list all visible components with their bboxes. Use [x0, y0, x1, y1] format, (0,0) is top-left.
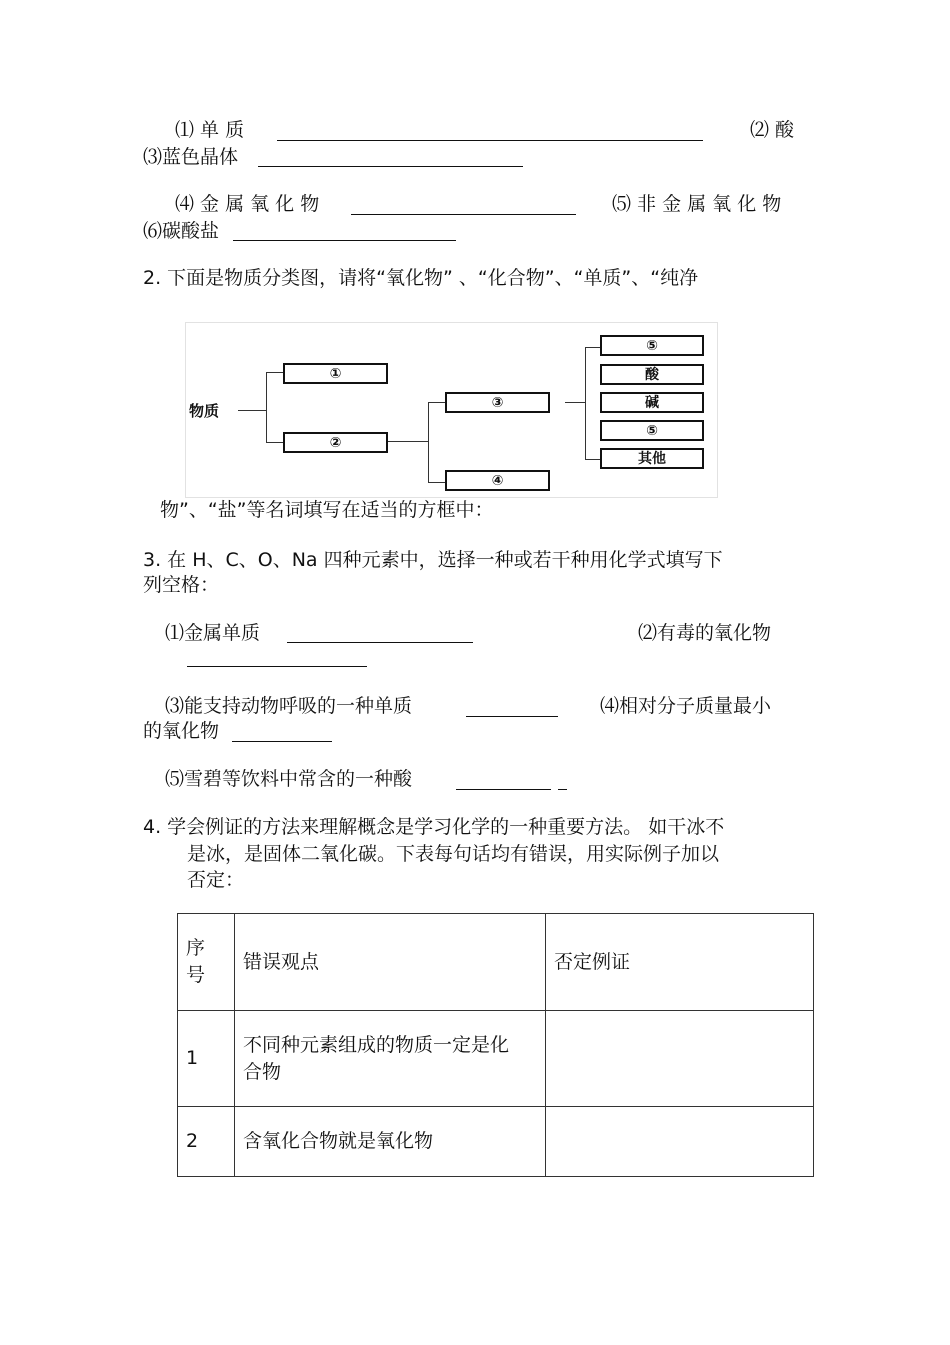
table-header-row	[178, 914, 814, 1011]
connector	[388, 441, 428, 442]
q1-item-2: ⑵ 酸	[750, 119, 795, 141]
row-example-cell[interactable]	[546, 1107, 814, 1177]
diagram-box-2[interactable]: ②	[283, 432, 388, 453]
q3-blank-3[interactable]	[466, 716, 558, 717]
q3-blank-1[interactable]	[287, 642, 473, 643]
q4-line-2: 是冰，是固体二氧化碳。下表每句话均有错误，用实际例子加以	[187, 843, 720, 865]
connector	[428, 482, 445, 483]
connector	[428, 402, 429, 482]
diagram-box-3[interactable]: ③	[445, 392, 550, 413]
refutation-table	[177, 913, 814, 1177]
header-no: 序号	[178, 914, 235, 1011]
q1-item-4: ⑷ 金 属 氧 化 物	[175, 193, 320, 215]
q1-item-3: ⑶蓝色晶体	[143, 146, 239, 168]
connector	[266, 372, 267, 442]
q2-line-2: 物”、“盐”等名词填写在适当的方框中：	[160, 499, 494, 521]
row-no: 1	[178, 1011, 235, 1107]
q1-item-6: ⑹碳酸盐	[143, 220, 220, 242]
connector	[428, 402, 445, 403]
table-row	[178, 1011, 814, 1107]
row-view: 不同种元素组成的物质一定是化合物	[235, 1011, 546, 1107]
diagram-box-other: 其他	[600, 448, 704, 469]
q3-item-5: ⑸雪碧等饮料中常含的一种酸	[165, 768, 413, 790]
diagram-box-acid: 酸	[600, 364, 704, 385]
q1-item-1: ⑴ 单 质	[175, 119, 245, 141]
diagram-box-5a[interactable]: ⑤	[600, 335, 704, 356]
connector	[266, 372, 283, 373]
connector	[585, 347, 600, 348]
q3-item-3: ⑶能支持动物呼吸的一种单质	[165, 695, 413, 717]
q3-item-1: ⑴金属单质	[165, 622, 261, 644]
q1-blank-1[interactable]	[277, 140, 703, 141]
header-example: 否定例证	[546, 914, 814, 1011]
table-row	[178, 1107, 814, 1177]
diagram-box-5b[interactable]: ⑤	[600, 420, 704, 441]
connector	[585, 347, 586, 459]
q3-blank-5-tail	[558, 789, 567, 790]
connector	[585, 459, 600, 460]
q1-blank-4[interactable]	[351, 214, 576, 215]
row-example-cell[interactable]	[546, 1011, 814, 1107]
diagram-root-label: 物质	[189, 402, 220, 420]
q4-line-1: 4. 学会例证的方法来理解概念是学习化学的一种重要方法。 如干冰不	[143, 816, 725, 838]
q3-blank-5[interactable]	[456, 789, 551, 790]
header-view: 错误观点	[235, 914, 546, 1011]
connector	[266, 442, 283, 443]
diagram-box-1[interactable]: ①	[283, 363, 388, 384]
connector	[238, 410, 266, 411]
q3-blank-2[interactable]	[187, 666, 367, 667]
diagram-box-4[interactable]: ④	[445, 470, 550, 491]
connector	[565, 402, 585, 403]
q3-blank-4[interactable]	[232, 741, 332, 742]
row-no: 2	[178, 1107, 235, 1177]
diagram-box-base: 碱	[600, 392, 704, 413]
classification-diagram	[185, 322, 718, 498]
q1-blank-6[interactable]	[233, 240, 456, 241]
q3-item-2: ⑵有毒的氧化物	[638, 622, 772, 644]
q4-line-3: 否定：	[187, 869, 245, 891]
q3-item-4a: ⑷相对分子质量最小	[600, 695, 772, 717]
q3-line-1: 3. 在 H、C、O、Na 四种元素中，选择一种或若干种用化学式填写下	[143, 549, 723, 571]
q1-blank-3[interactable]	[258, 166, 523, 167]
q2-line-1: 2. 下面是物质分类图，请将“氧化物” 、“化合物”、“单质”、“纯净	[143, 267, 699, 289]
q1-item-5: ⑸ 非 金 属 氧 化 物	[612, 193, 782, 215]
q3-line-2: 列空格：	[143, 574, 220, 596]
q3-item-4b: 的氧化物	[143, 720, 220, 742]
row-view: 含氧化合物就是氧化物	[235, 1107, 546, 1177]
